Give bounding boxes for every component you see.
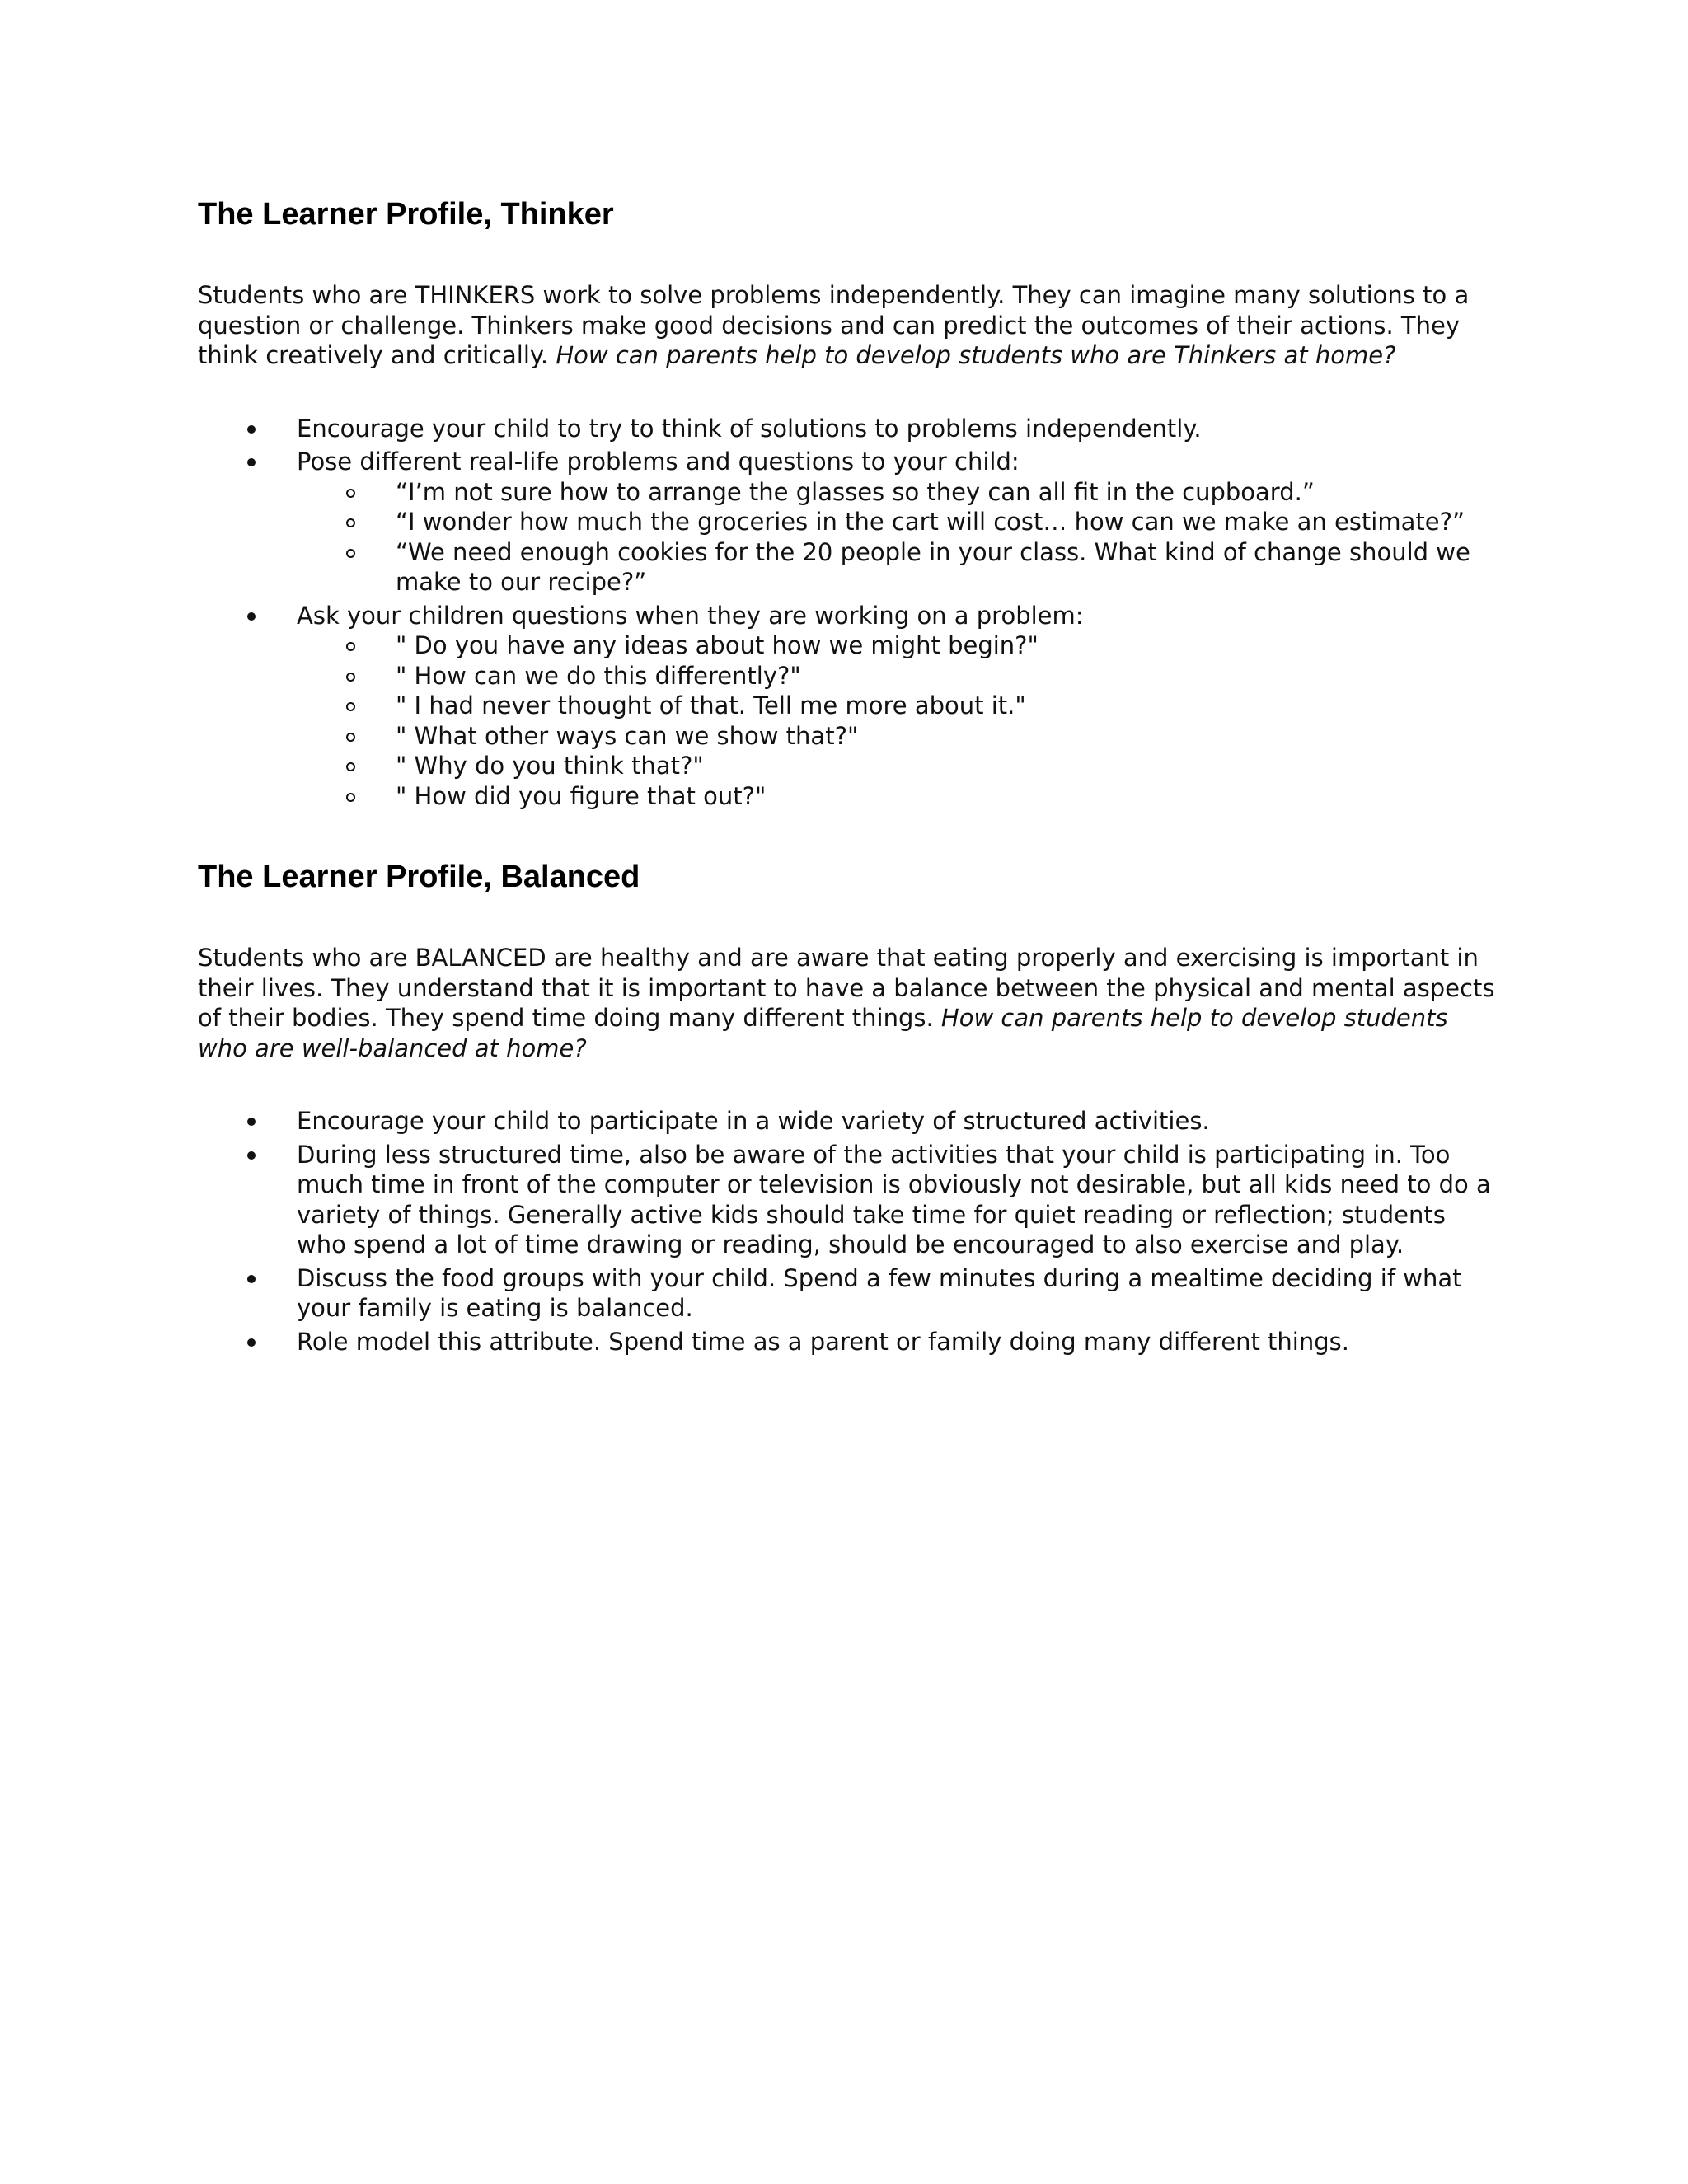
bullet-list-balanced (198, 1106, 1500, 1357)
sub-list-item-text: " How did you figure that out?" (396, 781, 767, 810)
intro-text: Students who are THINKERS work to solve problems independently. They can imagine many solutions to a question or challenge. Thinkers make good decisions and can predict the outcomes of their actions. They think creatively and critically. (198, 281, 1470, 369)
bullet-icon (247, 1275, 256, 1283)
bullet-icon (247, 458, 256, 466)
bullet-icon (247, 1338, 256, 1347)
sub-list-item-text: " Why do you think that?" (396, 752, 704, 780)
section-intro-balanced (198, 943, 1500, 1063)
circle-bullet-icon (346, 642, 355, 651)
list-item (198, 601, 1500, 812)
bullet-icon (247, 1151, 256, 1160)
list-item-text: Encourage your child to try to think of solutions to problems independently. (297, 414, 1202, 443)
circle-bullet-icon (346, 733, 355, 742)
section-heading-balanced: The Learner Profile, Balanced (198, 860, 640, 894)
document-page (198, 194, 1500, 1360)
sub-list-item (297, 537, 1500, 598)
intro-question: How can parents help to develop students who are Thinkers at home? (556, 341, 1396, 369)
section-intro-thinker (198, 280, 1500, 371)
bullet-icon (247, 1118, 256, 1126)
sub-list-item (297, 691, 1500, 721)
circle-bullet-icon (346, 793, 355, 802)
list-item (198, 1263, 1500, 1324)
sub-list-item (297, 721, 1500, 752)
sub-list-item (297, 630, 1500, 661)
sub-list-item-text: " I had never thought of that. Tell me more about it." (396, 691, 1026, 719)
sub-list-item-text: “I’m not sure how to arrange the glasses so they can all fit in the cupboard.” (396, 477, 1315, 506)
list-item-text: Encourage your child to participate in a wide variety of structured activities. (297, 1107, 1210, 1135)
circle-bullet-icon (346, 489, 355, 498)
list-item (198, 447, 1500, 598)
bullet-icon (247, 612, 256, 621)
sub-list (297, 630, 1500, 811)
sub-list-item (297, 751, 1500, 781)
sub-list-item-text: " How can we do this differently?" (396, 661, 801, 690)
list-item-text: Discuss the food groups with your child. Spend a few minutes during a mealtime deciding if what your family is eating is balanced. (297, 1263, 1462, 1322)
sub-list-item-text: " Do you have any ideas about how we might begin?" (396, 631, 1039, 659)
list-item (198, 1327, 1500, 1357)
list-item-text: Ask your children questions when they are working on a problem: (297, 601, 1084, 630)
circle-bullet-icon (346, 673, 355, 682)
sub-list-item (297, 661, 1500, 691)
intro-question: How can parents help to develop students who are well-balanced at home? (198, 1004, 1448, 1062)
bullet-icon (247, 425, 256, 434)
list-item (198, 1140, 1500, 1260)
sub-list-item (297, 477, 1500, 508)
list-item (198, 1106, 1500, 1137)
sub-list-item (297, 781, 1500, 812)
sub-list-item-text: “We need enough cookies for the 20 people in your class. What kind of change should we make to our recipe?” (396, 537, 1470, 596)
bullet-list-thinker (198, 414, 1500, 812)
sub-list-item-text: “I wonder how much the groceries in the cart will cost… how can we make an estimate?” (396, 508, 1465, 536)
sub-list (297, 477, 1500, 598)
section-heading-thinker: The Learner Profile, Thinker (198, 197, 614, 232)
sub-list-item-text: " What other ways can we show that?" (396, 721, 859, 750)
intro-text: Students who are BALANCED are healthy and are aware that eating properly and exercising is important in their lives. They understand that it is important to have a balance between the physical and mental aspects of their bodies. They spend time doing many different things. (198, 944, 1495, 1032)
circle-bullet-icon (346, 518, 355, 527)
list-item (198, 414, 1500, 444)
list-item-text: Pose different real-life problems and questions to your child: (297, 448, 1020, 476)
circle-bullet-icon (346, 702, 355, 711)
list-item-text: During less structured time, also be aware of the activities that your child is participating in. Too much time in front of the computer or television is obviously not desirable, but all kids need to do a variety of things. Generally active kids should take time for quiet reading or reflection; students who spend a lot of time drawing or reading, should be encouraged to also exercise and play. (297, 1140, 1491, 1258)
sub-list-item (297, 507, 1500, 537)
circle-bullet-icon (346, 549, 355, 558)
list-item-text: Role model this attribute. Spend time as a parent or family doing many different things. (297, 1327, 1349, 1356)
circle-bullet-icon (346, 762, 355, 771)
